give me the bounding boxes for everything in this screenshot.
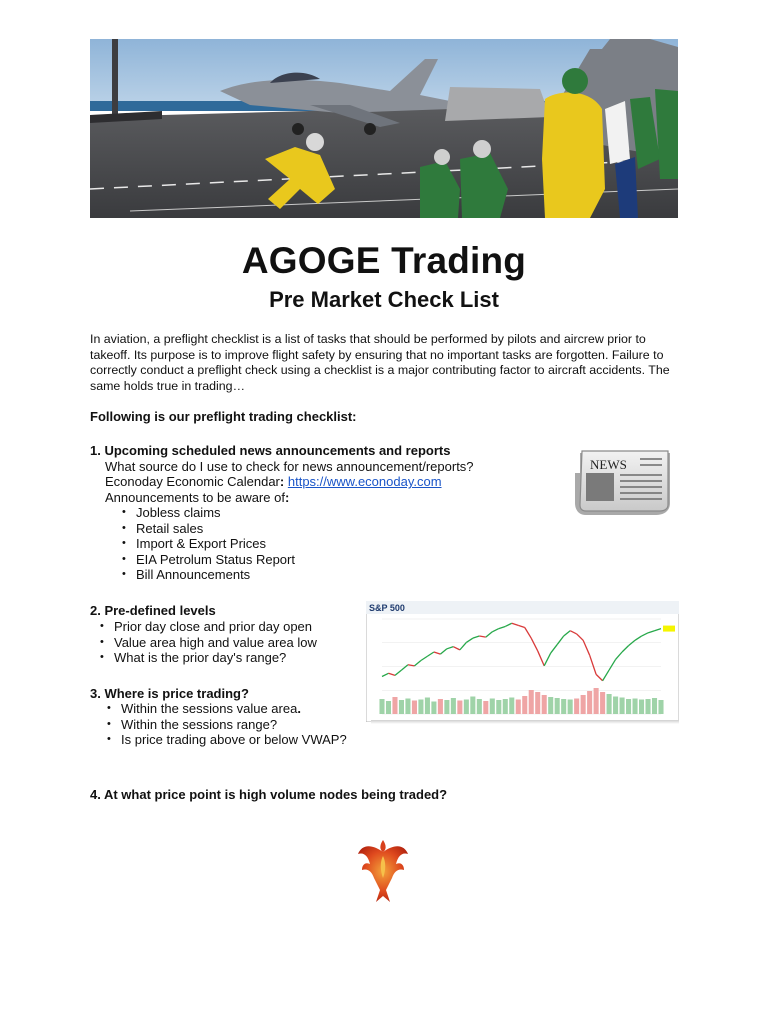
volume-bar [477, 699, 482, 714]
volume-bar [555, 698, 560, 714]
volume-bar [438, 699, 443, 714]
list-item: • Retail sales [136, 521, 295, 537]
volume-bar [464, 700, 469, 715]
volume-bar [418, 700, 423, 715]
list-item: • Jobless claims [136, 505, 295, 521]
sp500-chart [366, 601, 679, 722]
section3-heading: 3. Where is price trading? [90, 686, 249, 701]
volume-bar [535, 692, 540, 714]
volume-bar [509, 698, 514, 715]
calendar-colon: : [279, 474, 285, 489]
volume-bar [587, 691, 592, 714]
volume-bar [379, 699, 384, 714]
volume-bar [639, 700, 644, 715]
list-item: • What is the prior day's range? [114, 650, 317, 666]
volume-bar [548, 697, 553, 714]
last-price-marker [663, 626, 675, 632]
section3-list [121, 701, 347, 748]
page-subtitle: Pre Market Check List [269, 287, 499, 312]
volume-bar [522, 696, 527, 714]
volume-bar [581, 695, 586, 714]
list-item: • Bill Announcements [136, 567, 295, 583]
volume-bar [561, 699, 566, 714]
volume-bar [652, 698, 657, 714]
section2-list [114, 619, 317, 666]
intro-paragraph: In aviation, a preflight checklist is a list of tasks that should be performed by pilots and aircrew prior to takeoff. Its purpose is to improve flight safety by ensuring that no important tasks are forgotten. Failure to correctly conduct a preflight check using a checklist is a major contributing factor to aircraft accidents. The same holds true in trading… [90, 332, 670, 393]
newspaper-icon-text: NEWS [590, 457, 627, 472]
volume-bar [516, 700, 521, 715]
list-item: • Prior day close and prior day open [114, 619, 317, 635]
volume-bar [620, 698, 625, 715]
calendar-label: Econoday Economic Calendar [105, 474, 280, 489]
econoday-link[interactable]: https://www.econoday.com [287, 474, 442, 489]
volume-bar [431, 702, 436, 715]
announcements-colon: : [284, 490, 290, 505]
section1-calendar-line [105, 474, 442, 490]
newspaper-icon [572, 449, 678, 517]
section1-announcements-label [105, 490, 289, 506]
volume-bar [490, 699, 495, 715]
volume-bar [457, 701, 462, 715]
section1-question: What source do I use to check for news announcement/reports? [105, 459, 474, 474]
volume-bar [626, 699, 631, 714]
list-item-suffix: . [297, 701, 301, 716]
section1-heading: 1. Upcoming scheduled news announcements and reports [90, 443, 451, 458]
section2-heading: 2. Pre-defined levels [90, 603, 216, 618]
list-item-text: Within the sessions value area [121, 701, 298, 716]
list-item: • Value area high and value area low [114, 635, 317, 651]
volume-bar [392, 697, 397, 714]
section1-list [136, 505, 295, 583]
volume-bar [405, 699, 410, 715]
volume-bar [444, 700, 449, 714]
volume-bar [496, 700, 501, 714]
list-item: • Within the sessions range? [121, 717, 347, 733]
volume-bar [542, 695, 547, 714]
volume-bar [503, 699, 508, 714]
volume-bar [600, 692, 605, 714]
volume-bar [425, 698, 430, 715]
hero-photo [90, 39, 678, 218]
volume-bar [594, 688, 599, 714]
volume-bar [386, 701, 391, 714]
phoenix-logo [356, 838, 410, 904]
list-item: • Import & Export Prices [136, 536, 295, 552]
volume-bar [645, 699, 650, 714]
section4-heading: 4. At what price point is high volume nodes being traded? [90, 787, 448, 802]
announcements-label-text: Announcements to be aware of [105, 490, 285, 505]
chart-shadow [371, 720, 679, 724]
list-item: • Is price trading above or below VWAP? [121, 732, 347, 748]
volume-bar [633, 699, 638, 715]
volume-bar [529, 690, 534, 714]
volume-bar [658, 700, 663, 714]
volume-bar [470, 697, 475, 715]
chart-header-bar [366, 601, 679, 614]
volume-bar [574, 699, 579, 715]
volume-bar [483, 701, 488, 714]
page-title: AGOGE Trading [241, 240, 527, 281]
volume-bar [399, 700, 404, 714]
list-item [121, 701, 347, 717]
volume-bar [451, 698, 456, 714]
checklist-lead: Following is our preflight trading checklist: [90, 409, 357, 424]
volume-bar [412, 701, 417, 715]
volume-bar [613, 697, 618, 715]
volume-bar [568, 700, 573, 715]
chart-title: S&P 500 [369, 603, 405, 613]
volume-bar [607, 694, 612, 714]
list-item: • EIA Petrolum Status Report [136, 552, 295, 568]
